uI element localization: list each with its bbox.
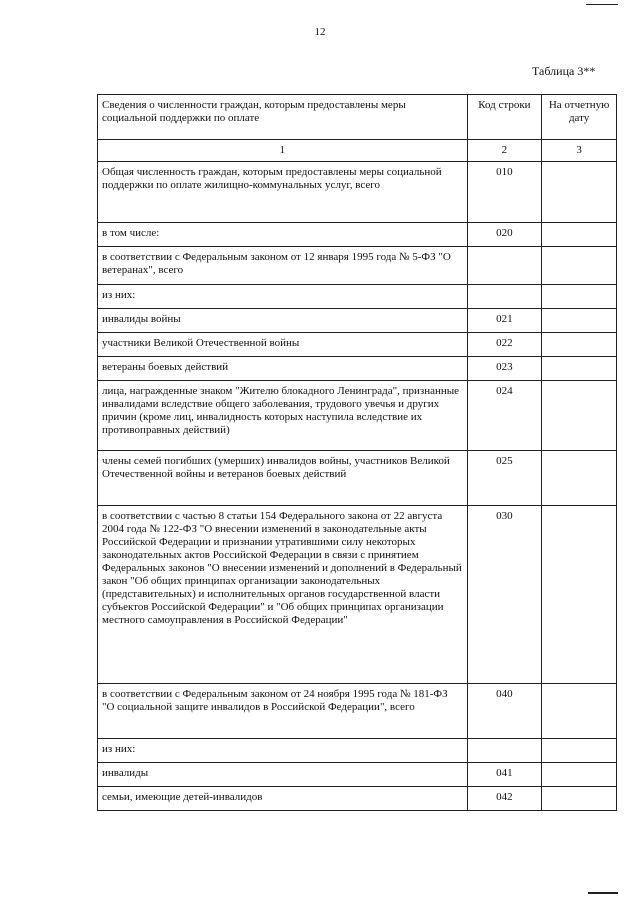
- table-row: [98, 223, 617, 247]
- row-description: в том числе:: [98, 223, 468, 247]
- row-description: в соответствии с Федеральным законом от 12 января 1995 года № 5-ФЗ "О ветеранах", всего: [98, 247, 468, 285]
- row-description: из них:: [98, 285, 468, 309]
- table-row: [98, 285, 617, 309]
- row-value: [542, 357, 617, 381]
- row-value: [542, 763, 617, 787]
- table-row: [98, 763, 617, 787]
- row-description: в соответствии с частью 8 статьи 154 Федерального закона от 22 августа 2004 года № 122-ФЗ "О внесении изменений в законодательные акты Российской Федерации и признании утратившими силу некоторых законодательных актов Российской Федерации в связи с принятием Федеральных законов "О внесении изменений и дополнений в Федеральный закон "Об общих принципах организации законодательных (представительных) и исполнительных органов государственной власти субъектов Российской Федерации" и "Об общих принципах организации местного самоуправления в Российской Федерации": [98, 506, 468, 684]
- scan-mark-top: [586, 4, 618, 5]
- table-row: [98, 739, 617, 763]
- row-description: члены семей погибших (умерших) инвалидов войны, участников Великой Отечественной войны и ветеранов боевых действий: [98, 451, 468, 506]
- row-description: из них:: [98, 739, 468, 763]
- row-description: в соответствии с Федеральным законом от 24 ноября 1995 года № 181-ФЗ "О социальной защите инвалидов в Российской Федерации", всего: [98, 684, 468, 739]
- row-description: участники Великой Отечественной войны: [98, 333, 468, 357]
- header-code: Код строки: [467, 95, 542, 140]
- social-support-table: [97, 94, 617, 811]
- row-code: 024: [467, 381, 542, 451]
- row-code: 030: [467, 506, 542, 684]
- table-row: [98, 787, 617, 811]
- row-value: [542, 285, 617, 309]
- row-description: ветераны боевых действий: [98, 357, 468, 381]
- row-code: 042: [467, 787, 542, 811]
- table-row: [98, 451, 617, 506]
- table-row: [98, 309, 617, 333]
- row-code: 010: [467, 162, 542, 223]
- column-number: 1: [98, 140, 468, 162]
- table-row: [98, 684, 617, 739]
- row-code: 041: [467, 763, 542, 787]
- row-code: [467, 247, 542, 285]
- row-code: 040: [467, 684, 542, 739]
- header-description: Сведения о численности граждан, которым предоставлены меры социальной поддержки по оплате: [98, 95, 468, 140]
- column-number: 2: [467, 140, 542, 162]
- row-description: семьи, имеющие детей-инвалидов: [98, 787, 468, 811]
- row-value: [542, 223, 617, 247]
- row-value: [542, 684, 617, 739]
- page-number: 12: [314, 26, 326, 38]
- row-code: [467, 739, 542, 763]
- scan-mark-bottom: [588, 892, 618, 894]
- row-value: [542, 506, 617, 684]
- row-code: 022: [467, 333, 542, 357]
- row-value: [542, 381, 617, 451]
- row-value: [542, 247, 617, 285]
- row-code: 020: [467, 223, 542, 247]
- table-header-row: [98, 95, 617, 140]
- row-description: лица, награжденные знаком "Жителю блокадного Ленинграда", признанные инвалидами вследствие общего заболевания, трудового увечья и других причин (кроме лиц, инвалидность которых наступила вследствие их противоправных действий): [98, 381, 468, 451]
- column-number: 3: [542, 140, 617, 162]
- table-row: [98, 506, 617, 684]
- row-code: [467, 285, 542, 309]
- table-row: [98, 357, 617, 381]
- table-row: [98, 381, 617, 451]
- row-description: Общая численность граждан, которым предоставлены меры социальной поддержки по оплате жилищно-коммунальных услуг, всего: [98, 162, 468, 223]
- row-value: [542, 162, 617, 223]
- row-code: 021: [467, 309, 542, 333]
- row-description: инвалиды войны: [98, 309, 468, 333]
- row-code: 023: [467, 357, 542, 381]
- table-caption: Таблица 3**: [532, 64, 596, 78]
- row-value: [542, 739, 617, 763]
- row-value: [542, 333, 617, 357]
- row-value: [542, 309, 617, 333]
- column-number-row: [98, 140, 617, 162]
- row-description: инвалиды: [98, 763, 468, 787]
- table-row: [98, 333, 617, 357]
- row-value: [542, 787, 617, 811]
- header-date: На отчетную дату: [542, 95, 617, 140]
- row-value: [542, 451, 617, 506]
- table-row: [98, 162, 617, 223]
- table-row: [98, 247, 617, 285]
- row-code: 025: [467, 451, 542, 506]
